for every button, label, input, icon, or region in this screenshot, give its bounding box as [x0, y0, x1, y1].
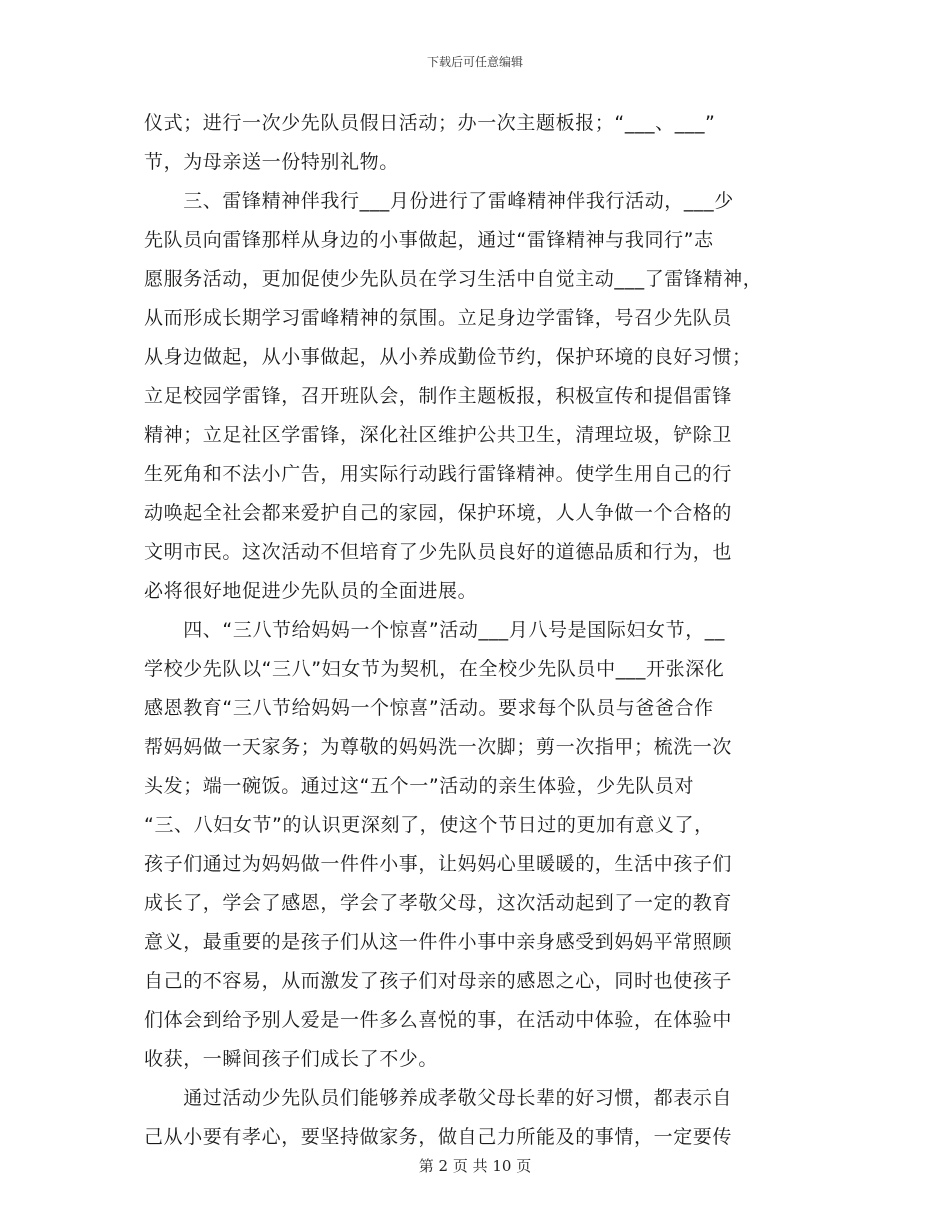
page-header: 下载后可任意编辑 [426, 55, 523, 69]
text-line: 三、雷锋精神伴我行___月份进行了雷峰精神伴我行活动，___少 [144, 190, 734, 212]
text-line: 们体会到给予别人爱是一件多么喜悦的事，在活动中体验，在体验中 [144, 1009, 733, 1031]
text-line: 动唤起全社会都来爱护自己的家园，保护环境，人人争做一个合格的 [144, 502, 733, 524]
text-line: 感恩教育“三八节给妈妈一个惊喜”活动。要求每个队员与爸爸合作 [144, 697, 714, 719]
text-line: 文明市民。这次活动不但培育了少先队员良好的道德品质和行为，也 [144, 541, 733, 563]
text-line: 学校少先队以“三八”妇女节为契机，在全校少先队员中___开张深化 [144, 658, 725, 680]
text-line: 意义，最重要的是孩子们从这一件件小事中亲身感受到妈妈平常照顾 [144, 931, 733, 953]
text-line: 精神；立足社区学雷锋，深化社区维护公共卫生，清理垃圾，铲除卫 [144, 424, 733, 446]
text-line: 从而形成长期学习雷峰精神的氛围。立足身边学雷锋，号召少先队员 [144, 307, 733, 329]
text-line: 收获，一瞬间孩子们成长了不少。 [144, 1048, 439, 1070]
text-line: 头发；端一碗饭。通过这“五个一”活动的亲生体验，少先队员对 [144, 775, 695, 797]
text-line: 从身边做起，从小事做起，从小养成勤俭节约，保护环境的良好习惯； [144, 346, 752, 368]
text-line: 帮妈妈做一天家务；为尊敬的妈妈洗一次脚；剪一次指甲；梳洗一次 [144, 736, 733, 758]
text-line: 孩子们通过为妈妈做一件件小事，让妈妈心里暖暖的，生活中孩子们 [144, 853, 733, 875]
text-line: 成长了，学会了感恩，学会了孝敬父母，这次活动起到了一定的教育 [144, 892, 733, 914]
page-footer: 第 2 页 共 10 页 [418, 1157, 532, 1175]
text-line: 必将很好地促进少先队员的全面进展。 [144, 580, 478, 602]
text-line: 己从小要有孝心，要坚持做家务，做自己力所能及的事情，一定要传 [144, 1126, 733, 1148]
text-line: 生死角和不法小广告，用实际行动践行雷锋精神。使学生用自己的行 [144, 463, 733, 485]
text-line: 自己的不容易，从而激发了孩子们对母亲的感恩之心，同时也使孩子 [144, 970, 733, 992]
text-line: 愿服务活动，更加促使少先队员在学习生活中自觉主动___了雷锋精神， [144, 268, 763, 290]
text-line: 仪式；进行一次少先队员假日活动；办一次主题板报；“___、___” [144, 112, 716, 134]
text-line: 节，为母亲送一份特别礼物。 [144, 151, 399, 173]
text-line: “三、八妇女节”的认识更深刻了，使这个节日过的更加有意义了， [144, 814, 714, 836]
text-line: 立足校园学雷锋，召开班队会，制作主题板报，积极宣传和提倡雷锋 [144, 385, 733, 407]
document-body [144, 104, 806, 1157]
text-line: 通过活动少先队员们能够养成孝敬父母长辈的好习惯，都表示自 [144, 1087, 733, 1109]
text-line: 四、“三八节给妈妈一个惊喜”活动___月八号是国际妇女节，__ [144, 619, 725, 641]
text-line: 先队员向雷锋那样从身边的小事做起，通过“雷锋精神与我同行”志 [144, 229, 714, 251]
